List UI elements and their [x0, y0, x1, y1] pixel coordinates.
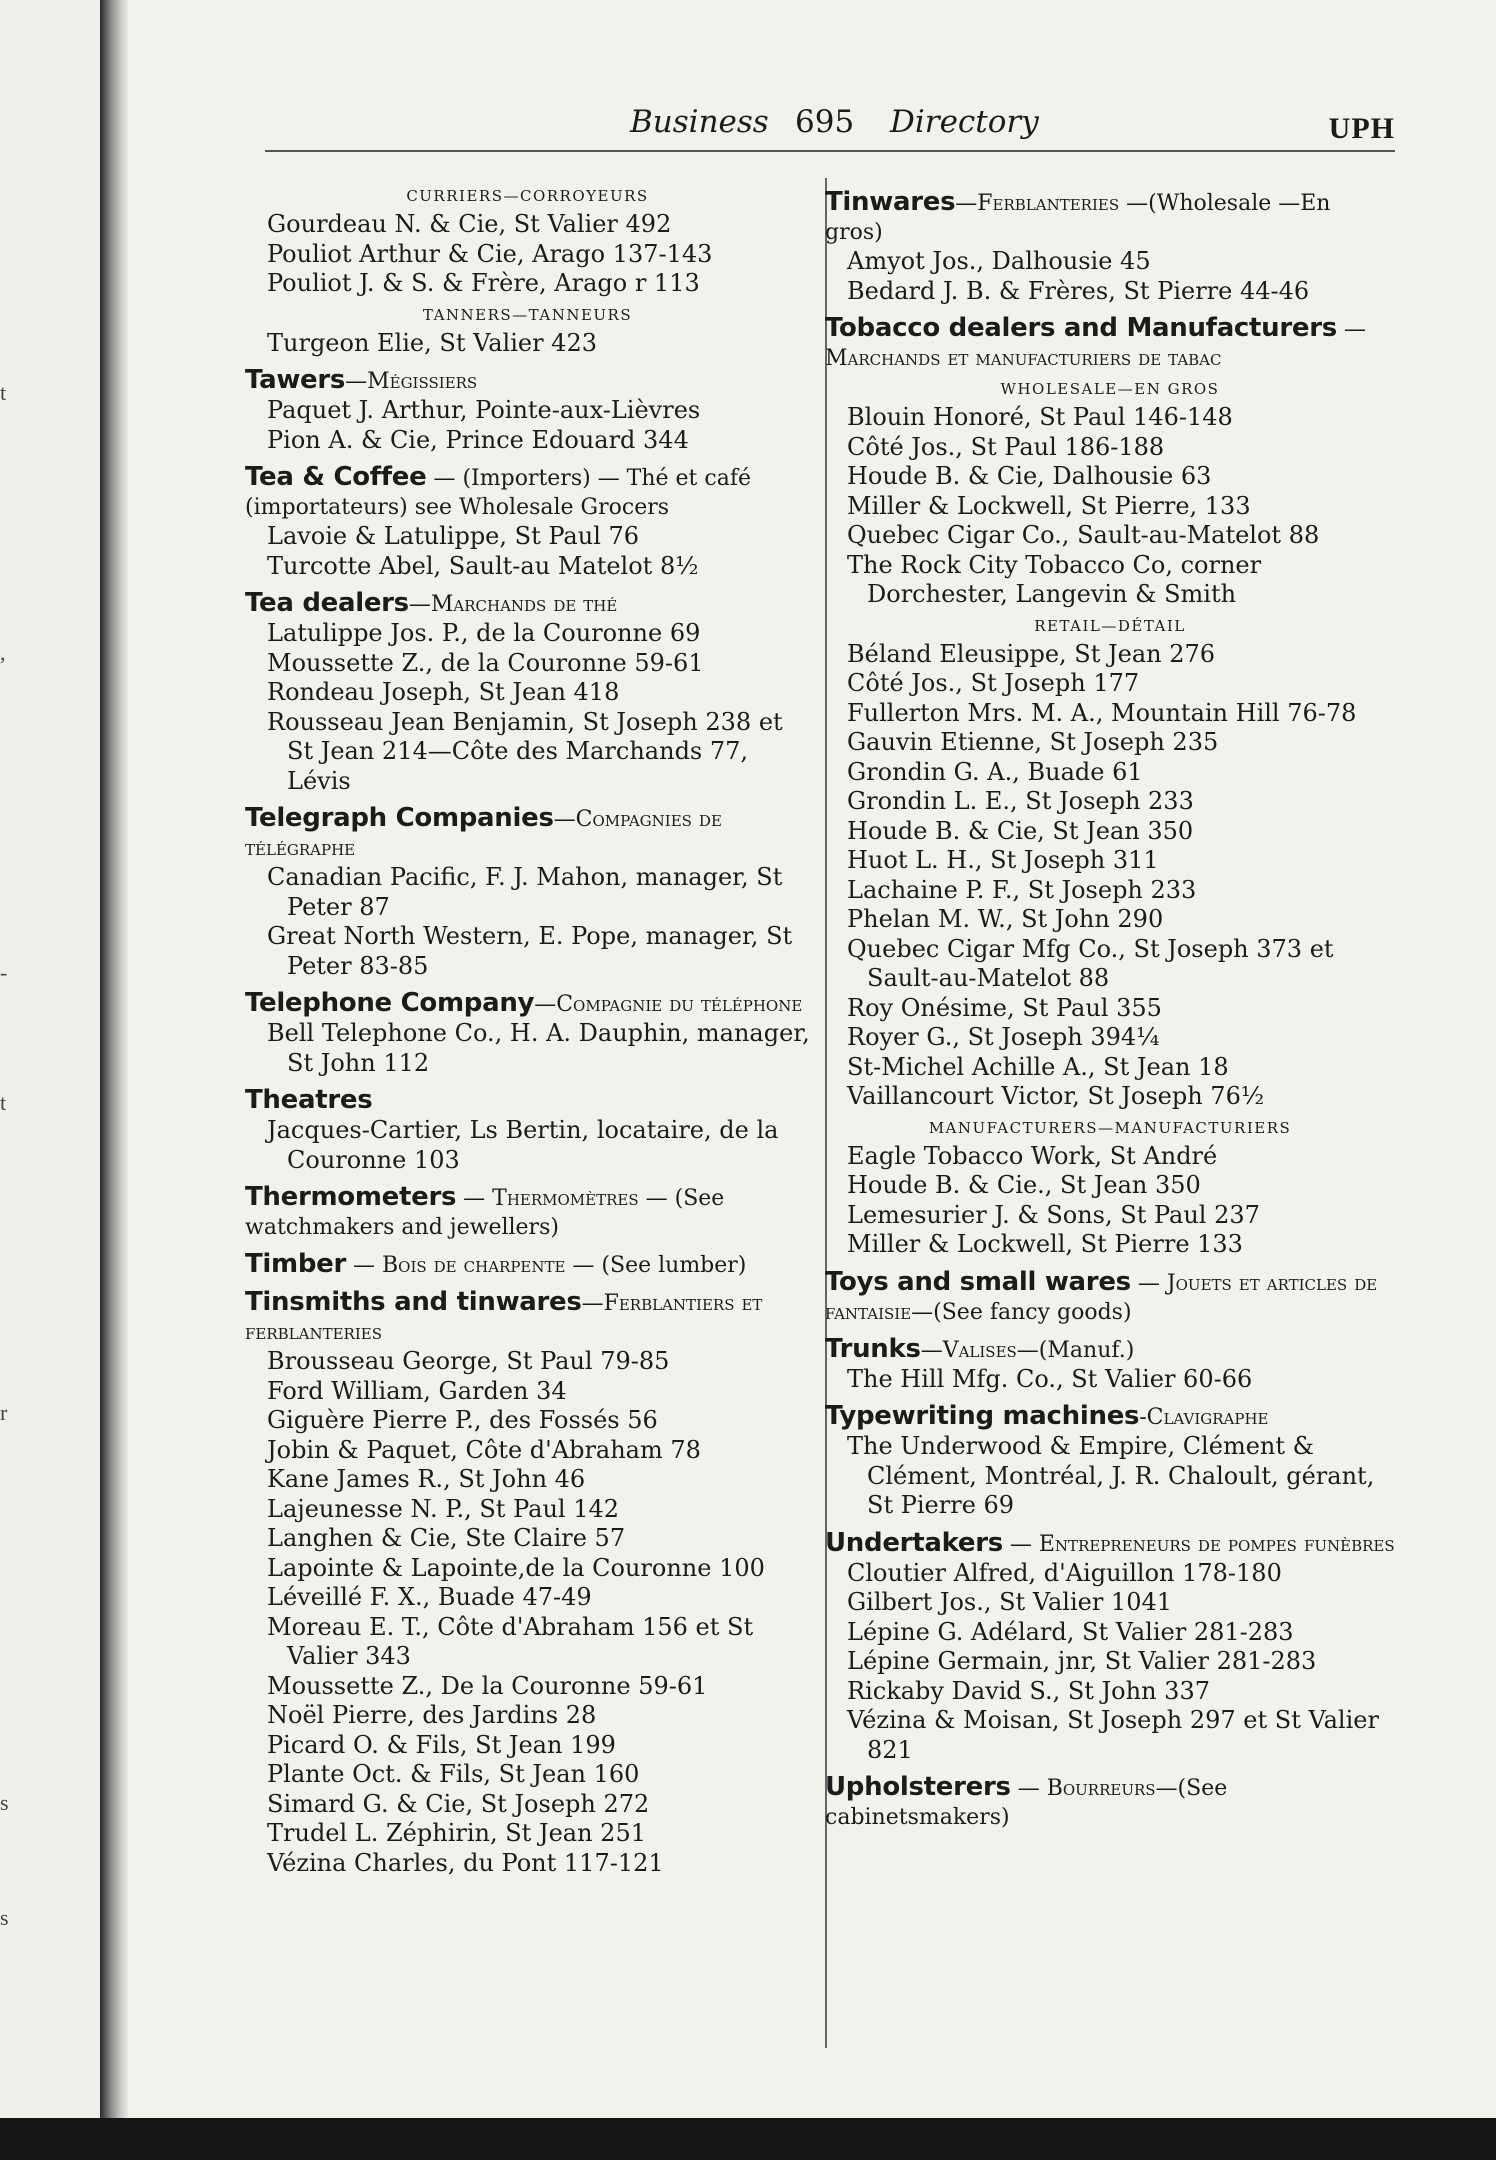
- category-name: Upholsterers: [825, 1772, 1011, 1802]
- directory-entry: Quebec Cigar Co., Sault-au-Matelot 88: [847, 521, 1320, 549]
- directory-entry: Gauvin Etienne, St Joseph 235: [847, 728, 1219, 756]
- directory-entry: Giguère Pierre P., des Fossés 56: [267, 1406, 658, 1434]
- prev-page-fragment: s: [0, 1905, 9, 1930]
- directory-entry: Turcotte Abel, Sault-au Matelot 8½: [267, 551, 699, 580]
- category-block: [825, 1402, 1395, 1521]
- directory-entry: Great North Western, E. Pope, manager, St Peter 83-85: [267, 922, 793, 980]
- right-column: [825, 180, 1395, 1832]
- category-block: [245, 1288, 810, 1878]
- category-block: [825, 1529, 1395, 1766]
- directory-entry: Miller & Lockwell, St Pierre, 133: [847, 491, 1251, 520]
- category-name: Tinwares: [825, 187, 956, 217]
- directory-entry: Paquet J. Arthur, Pointe-aux-Lièvres: [267, 396, 701, 424]
- category-translation: —Ferblanteries: [955, 191, 1120, 216]
- directory-entry: Royer G., St Joseph 394¼: [847, 1023, 1160, 1051]
- directory-entry: Huot L. H., St Joseph 311: [847, 846, 1159, 874]
- category-note: — (Importers) — Thé et café (importateurs) see Wholesale Grocers: [245, 466, 751, 520]
- header-left-word: Business: [630, 104, 769, 140]
- directory-entry: Houde B. & Cie, St Jean 350: [847, 816, 1194, 845]
- previous-page-edge: [0, 0, 100, 2118]
- category-note: —(Manuf.): [1016, 1337, 1135, 1363]
- directory-entry: Lavoie & Latulippe, St Paul 76: [267, 522, 640, 550]
- category-translation: —Compagnies de télégraphe: [245, 807, 722, 861]
- category-note: — (See watchmakers and jewellers): [245, 1186, 725, 1240]
- directory-entry: Roy Onésime, St Paul 355: [847, 993, 1162, 1022]
- directory-entry: Côté Jos., St Paul 186-188: [847, 432, 1165, 461]
- left-column: [245, 180, 810, 1878]
- subheading: WHOLESALE—EN GROS: [1000, 380, 1220, 398]
- directory-entry: Jacques-Cartier, Ls Bertin, locataire, de la Couronne 103: [267, 1116, 779, 1174]
- directory-entry: Eagle Tobacco Work, St André: [847, 1141, 1218, 1170]
- directory-entry: Langhen & Cie, Ste Claire 57: [267, 1524, 626, 1552]
- category-name: Tea & Coffee: [245, 462, 427, 492]
- category-translation: —Ferblantiers et ferblanteries: [245, 1291, 763, 1345]
- directory-entry: Lapointe & Lapointe,de la Couronne 100: [267, 1553, 765, 1582]
- directory-entry: Latulippe Jos. P., de la Couronne 69: [267, 619, 701, 647]
- category-note: —(Wholesale —En gros): [825, 191, 1331, 245]
- category-heading: [245, 989, 810, 1019]
- directory-entry: Houde B. & Cie., St Jean 350: [847, 1171, 1201, 1199]
- category-block: [245, 1183, 810, 1242]
- category-name: Tobacco dealers and Manufacturers: [825, 313, 1337, 343]
- directory-entry: Turgeon Elie, St Valier 423: [267, 328, 597, 357]
- directory-entry: Houde B. & Cie, Dalhousie 63: [847, 462, 1212, 490]
- directory-entry: Quebec Cigar Mfg Co., St Joseph 373 et Sault-au-Matelot 88: [847, 934, 1334, 992]
- category-heading: [825, 314, 1395, 373]
- directory-entry: Lajeunesse N. P., St Paul 142: [267, 1494, 620, 1523]
- book-gutter: [100, 0, 128, 2118]
- directory-entry: Trudel L. Zéphirin, St Jean 251: [267, 1819, 646, 1847]
- category-name: Tinsmiths and tinwares: [245, 1287, 582, 1317]
- directory-entry: Léveillé F. X., Buade 47-49: [267, 1583, 592, 1611]
- category-heading: [825, 1402, 1395, 1432]
- directory-entry: Gilbert Jos., St Valier 1041: [847, 1588, 1172, 1616]
- category-block: [245, 1086, 810, 1175]
- directory-entry: Lemesurier J. & Sons, St Paul 237: [847, 1200, 1260, 1229]
- subheading: MANUFACTURERS—MANUFACTURIERS: [928, 1118, 1292, 1137]
- subheading: TANNERS—TANNEURS: [422, 305, 633, 324]
- category-heading: [245, 1086, 810, 1116]
- directory-entry: Lachaine P. F., St Joseph 233: [847, 875, 1197, 904]
- header-index-code: UPH: [1328, 112, 1395, 145]
- category-name: Tea dealers: [245, 588, 409, 618]
- category-name: Undertakers: [825, 1527, 1003, 1558]
- directory-entry: Fullerton Mrs. M. A., Mountain Hill 76-78: [847, 698, 1357, 727]
- directory-entry: Bedard J. B. & Frères, St Pierre 44-46: [847, 276, 1310, 305]
- directory-entry: Bell Telephone Co., H. A. Dauphin, manager, St John 112: [267, 1019, 810, 1077]
- subheading-block: [825, 1115, 1395, 1260]
- category-heading: [245, 1250, 810, 1280]
- directory-entry: Jobin & Paquet, Côte d'Abraham 78: [267, 1435, 701, 1464]
- category-block: [825, 1335, 1395, 1395]
- category-translation: -Clavigraphe: [1139, 1405, 1269, 1430]
- directory-entry: Cloutier Alfred, d'Aiguillon 178-180: [847, 1558, 1282, 1587]
- category-block: [245, 366, 810, 455]
- directory-entry: Côté Jos., St Joseph 177: [847, 669, 1140, 697]
- prev-page-fragment: ,: [0, 640, 6, 665]
- category-name: Thermometers: [245, 1182, 457, 1212]
- directory-entry: The Underwood & Empire, Clément & Clément, Montréal, J. R. Chaloult, gérant, St Pierre 69: [847, 1432, 1375, 1519]
- directory-entry: Blouin Honoré, St Paul 146-148: [847, 403, 1233, 431]
- directory-entry: Pouliot Arthur & Cie, Arago 137-143: [267, 239, 713, 268]
- category-translation: —Compagnie du téléphone: [534, 992, 803, 1017]
- category-block: [825, 188, 1395, 306]
- prev-page-fragment: t: [0, 1090, 7, 1115]
- directory-entry: Brousseau George, St Paul 79-85: [267, 1347, 670, 1375]
- directory-entry: Moussette Z., de la Couronne 59-61: [267, 648, 704, 677]
- directory-entry: Lépine Germain, jnr, St Valier 281-283: [847, 1647, 1317, 1675]
- directory-entry: Vézina Charles, du Pont 117-121: [267, 1848, 664, 1877]
- directory-entry: Moussette Z., De la Couronne 59-61: [267, 1671, 708, 1700]
- category-heading: [825, 188, 1395, 247]
- category-block: [825, 314, 1395, 373]
- directory-entry: Pion A. & Cie, Prince Edouard 344: [267, 425, 689, 454]
- subheading-block: [825, 376, 1395, 610]
- directory-entry: Grondin G. A., Buade 61: [847, 757, 1143, 786]
- category-translation: —Mégissiers: [345, 369, 478, 394]
- directory-entry: Picard O. & Fils, St Jean 199: [267, 1730, 616, 1759]
- category-heading: [245, 1288, 810, 1347]
- category-translation: — Marchands et manufacturiers de tabac: [825, 317, 1366, 371]
- category-note: —(See fancy goods): [911, 1299, 1132, 1325]
- category-block: [245, 1250, 810, 1280]
- category-translation: — Jouets et articles de fantaisie: [825, 1270, 1378, 1325]
- directory-entry: Vaillancourt Victor, St Joseph 76½: [847, 1082, 1265, 1110]
- subheading-block: [245, 183, 810, 299]
- subheading: RETAIL—DÉTAIL: [1034, 616, 1186, 635]
- directory-entry: Noël Pierre, des Jardins 28: [267, 1701, 597, 1729]
- directory-entry: Rickaby David S., St John 337: [847, 1676, 1210, 1705]
- category-name: Toys and small wares: [825, 1266, 1131, 1297]
- directory-entry: Amyot Jos., Dalhousie 45: [847, 247, 1151, 275]
- category-heading: [245, 589, 810, 619]
- category-heading: [825, 1773, 1395, 1832]
- category-block: [245, 589, 810, 796]
- directory-entry: Vézina & Moisan, St Joseph 297 et St Valier 821: [847, 1706, 1379, 1764]
- category-heading: [245, 804, 810, 863]
- directory-entry: The Hill Mfg. Co., St Valier 60-66: [847, 1364, 1253, 1393]
- directory-entry: Rousseau Jean Benjamin, St Joseph 238 et St Jean 214—Côte des Marchands 77, Lévis: [267, 707, 783, 795]
- category-block: [245, 989, 810, 1078]
- page-number: 695: [795, 104, 855, 140]
- directory-entry: Rondeau Joseph, St Jean 418: [267, 678, 620, 706]
- prev-page-fragment: r: [0, 1400, 8, 1425]
- category-translation: —Valises: [920, 1337, 1017, 1363]
- directory-entry: Kane James R., St John 46: [267, 1465, 586, 1493]
- category-translation: — Bois de charpente: [346, 1253, 566, 1278]
- category-heading: [825, 1335, 1395, 1365]
- directory-entry: Phelan M. W., St John 290: [847, 905, 1164, 933]
- category-translation: —Marchands de thé: [408, 592, 618, 617]
- category-heading: [245, 463, 810, 522]
- directory-entry: Miller & Lockwell, St Pierre 133: [847, 1230, 1243, 1258]
- category-heading: [825, 1529, 1395, 1559]
- category-name: Tawers: [245, 365, 346, 395]
- prev-page-fragment: t: [0, 380, 7, 405]
- directory-entry: Moreau E. T., Côte d'Abraham 156 et St Valier 343: [267, 1612, 754, 1670]
- category-heading: [825, 1268, 1395, 1327]
- directory-entry: Canadian Pacific, F. J. Mahon, manager, St Peter 87: [267, 863, 783, 921]
- category-translation: — Entrepreneurs de pompes funèbres: [1002, 1531, 1395, 1557]
- category-name: Theatres: [245, 1085, 373, 1115]
- category-translation: — Thermomètres: [456, 1186, 639, 1211]
- directory-entry: Ford William, Garden 34: [267, 1376, 567, 1405]
- subheading-block: [245, 302, 810, 359]
- prev-page-fragment: -: [0, 960, 8, 985]
- category-name: Typewriting machines: [825, 1401, 1140, 1431]
- category-heading: [245, 366, 810, 396]
- category-name: Timber: [245, 1249, 347, 1279]
- header-right-word: Directory: [890, 104, 1039, 140]
- directory-entry: Gourdeau N. & Cie, St Valier 492: [267, 210, 672, 238]
- category-note: — (See lumber): [565, 1253, 747, 1278]
- category-block: [245, 804, 810, 981]
- subheading: CURRIERS—CORROYEURS: [406, 187, 649, 205]
- directory-entry: Béland Eleusippe, St Jean 276: [847, 639, 1216, 668]
- category-translation: — Bourreurs: [1010, 1776, 1156, 1801]
- category-block: [825, 1268, 1395, 1327]
- category-name: Trunks: [825, 1333, 921, 1364]
- directory-entry: Grondin L. E., St Joseph 233: [847, 787, 1194, 815]
- category-note: —(See cabinetsmakers): [825, 1776, 1228, 1830]
- subheading-block: [825, 613, 1395, 1112]
- directory-entry: Plante Oct. & Fils, St Jean 160: [267, 1760, 640, 1788]
- prev-page-fragment: s: [0, 1790, 9, 1815]
- directory-entry: Lépine G. Adélard, St Valier 281-283: [847, 1617, 1294, 1646]
- category-heading: [245, 1183, 810, 1242]
- directory-entry: Simard G. & Cie, St Joseph 272: [267, 1789, 650, 1818]
- category-block: [245, 463, 810, 581]
- page-header: [265, 100, 1395, 152]
- category-name: Telegraph Companies: [245, 803, 554, 833]
- category-name: Telephone Company: [245, 988, 535, 1018]
- scan-bottom-edge: [0, 2118, 1496, 2160]
- directory-entry: The Rock City Tobacco Co, corner Dorchester, Langevin & Smith: [847, 550, 1262, 608]
- category-block: [825, 1773, 1395, 1832]
- directory-entry: Pouliot J. & S. & Frère, Arago r 113: [267, 269, 700, 297]
- directory-entry: St-Michel Achille A., St Jean 18: [847, 1052, 1229, 1081]
